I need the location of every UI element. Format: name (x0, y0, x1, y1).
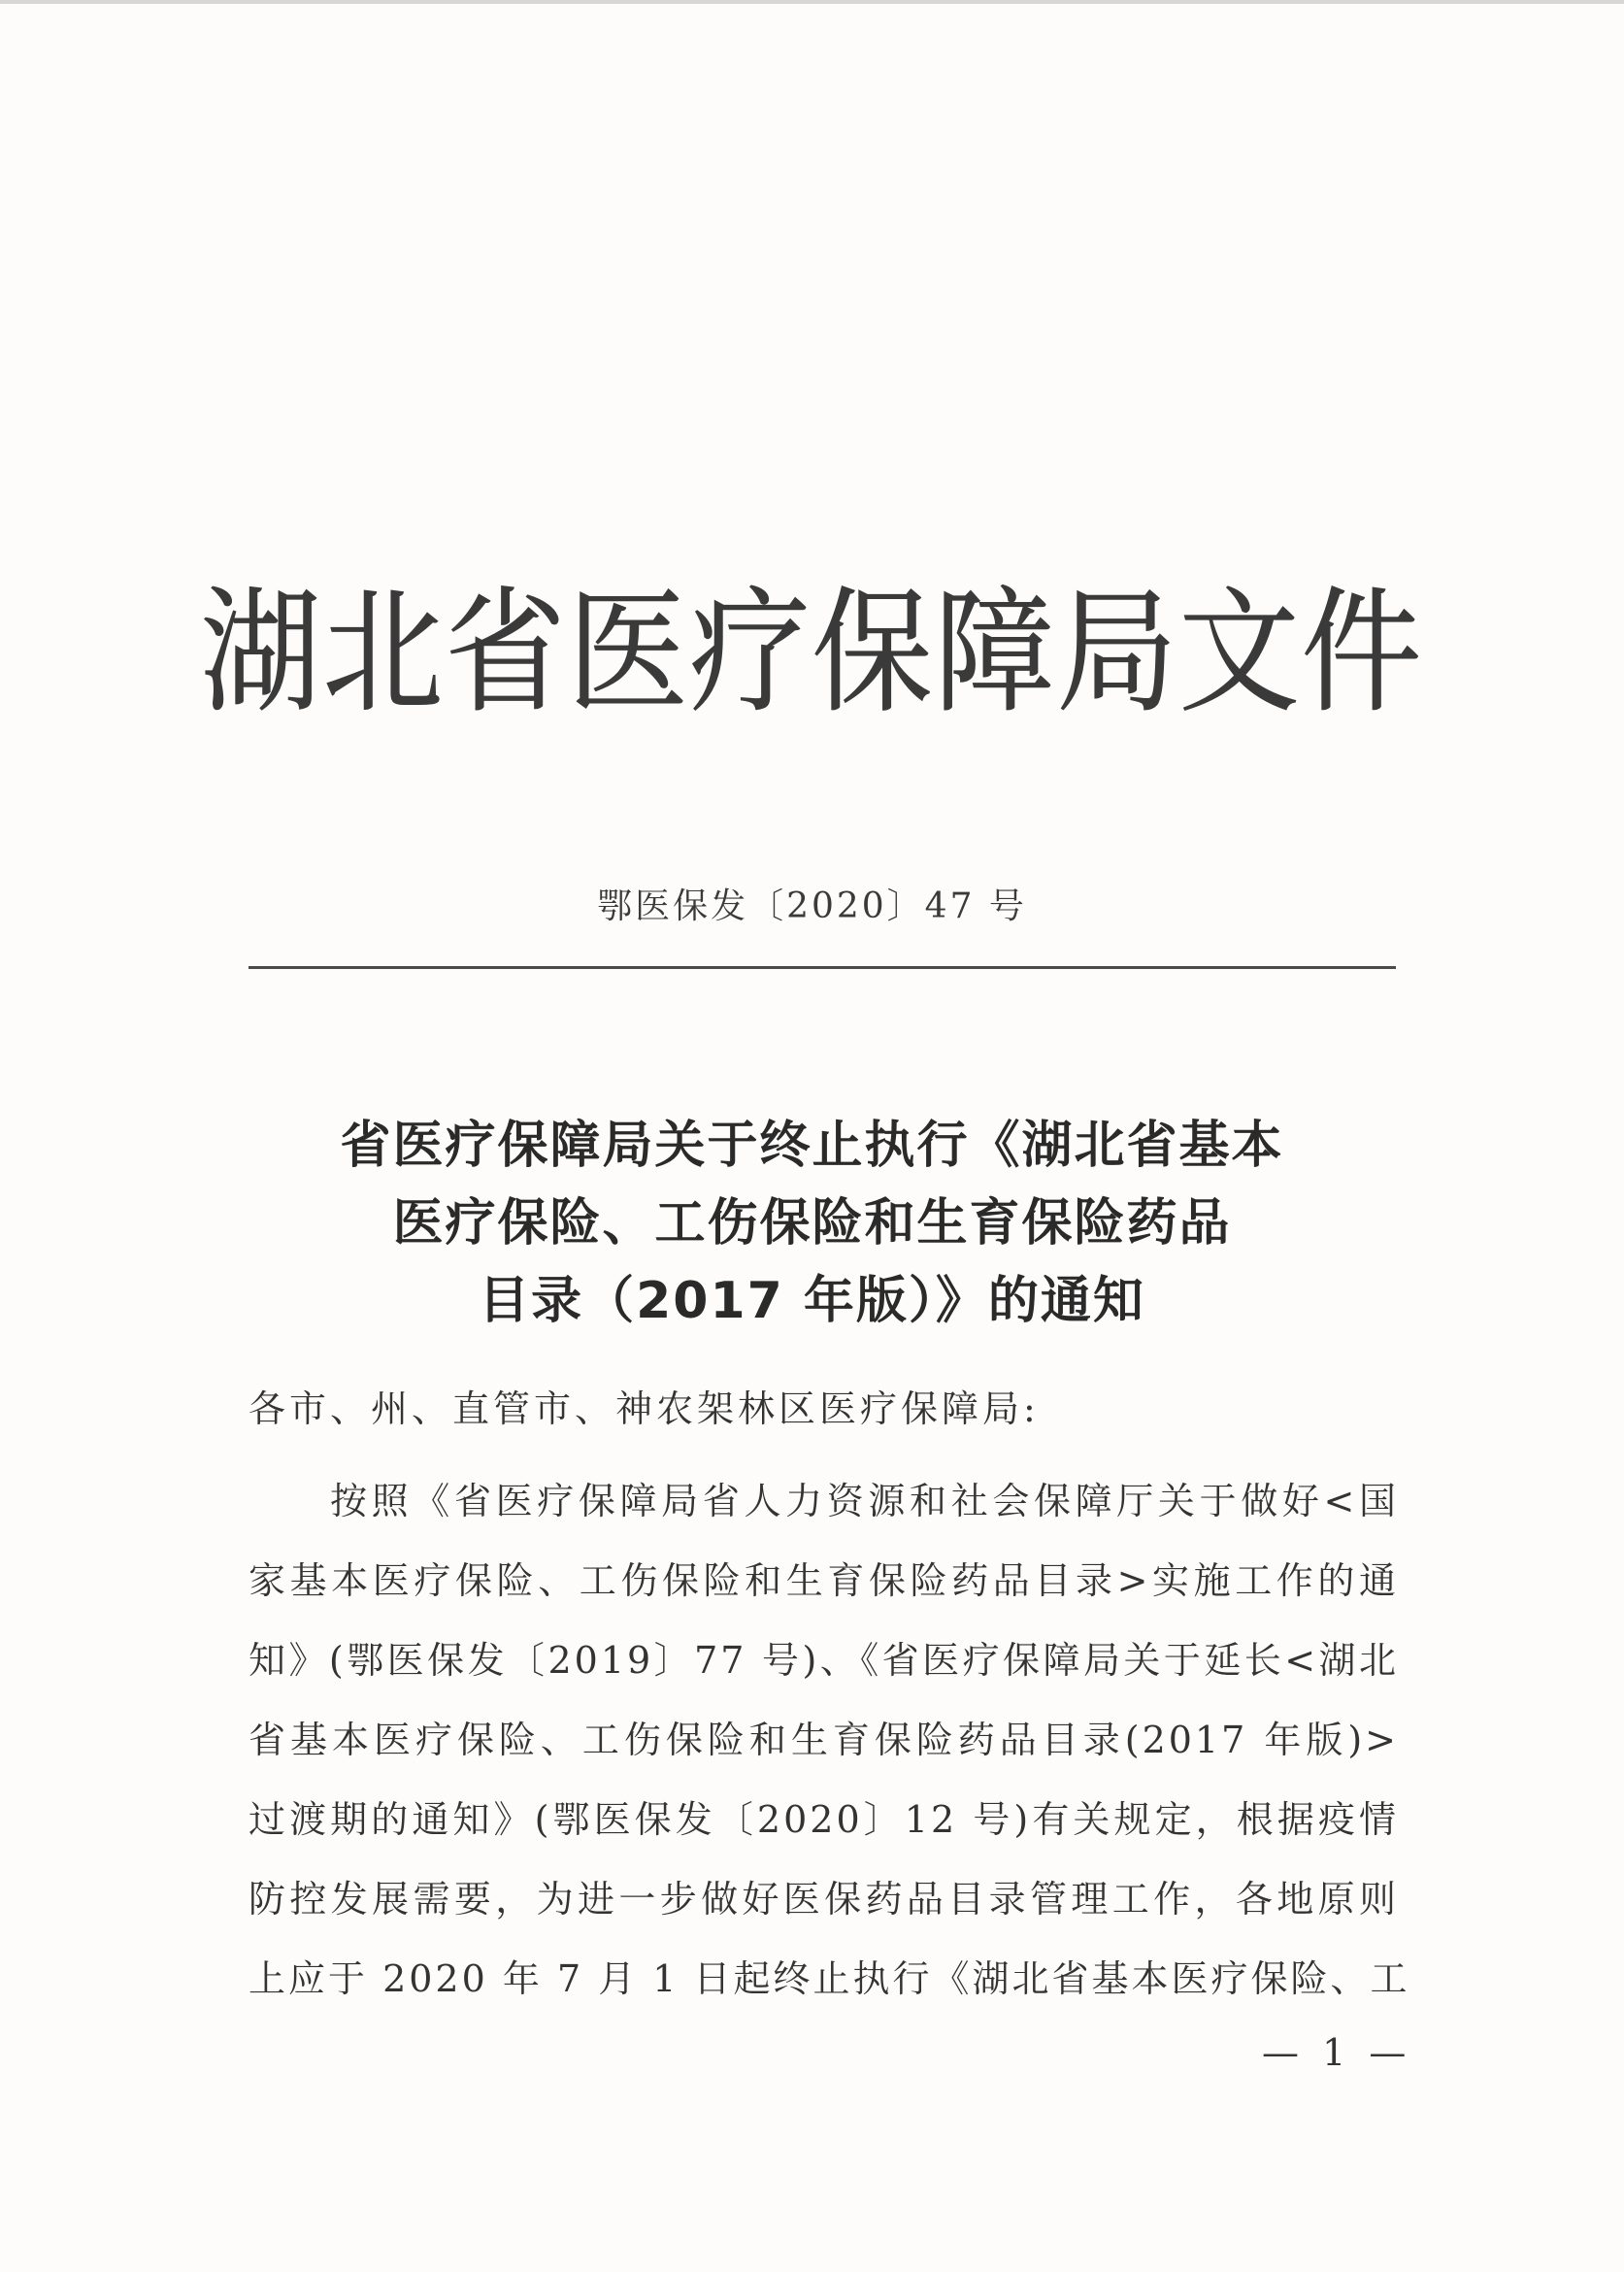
notice-title (0, 1107, 1624, 1340)
document-number: 鄂医保发〔2020〕47 号 (597, 886, 1027, 926)
notice-title-line-1: 省医疗保障局关于终止执行《湖北省基本 (340, 1117, 1284, 1175)
notice-title-line-2: 医疗保险、工伤保险和生育保险药品 (392, 1194, 1232, 1253)
body-line-1: 按照《省医疗保障局省人力资源和社会保障厅关于做好<国 (330, 1480, 1399, 1522)
body-line-5: 过渡期的通知》(鄂医保发〔2020〕12 号)有关规定，根据疫情 (249, 1798, 1399, 1841)
recipient-line: 各市、州、直管市、神农架林区医疗保障局: (249, 1387, 1040, 1430)
body-line-4: 省基本医疗保险、工伤保险和生育保险药品目录(2017 年版)> (249, 1719, 1399, 1761)
notice-title-line-3: 目录（2017 年版）》的通知 (479, 1272, 1145, 1330)
body-paragraph (249, 1461, 1410, 2019)
header-divider (249, 966, 1396, 969)
page-number: — 1 — (1262, 2031, 1412, 2074)
body-line-2: 家基本医疗保险、工伤保险和生育保险药品目录>实施工作的通 (249, 1559, 1399, 1602)
body-line-6: 防控发展需要，为进一步做好医保药品目录管理工作，各地原则 (249, 1878, 1399, 1921)
body-line-7: 上应于 2020 年 7 月 1 日起终止执行《湖北省基本医疗保险、工 (249, 1957, 1410, 2000)
body-line-3: 知》(鄂医保发〔2019〕77 号)、《省医疗保障局关于延长<湖北 (249, 1639, 1399, 1682)
agency-header-title: 湖北省医疗保障局文件 (200, 575, 1424, 732)
scan-top-edge (0, 0, 1624, 4)
